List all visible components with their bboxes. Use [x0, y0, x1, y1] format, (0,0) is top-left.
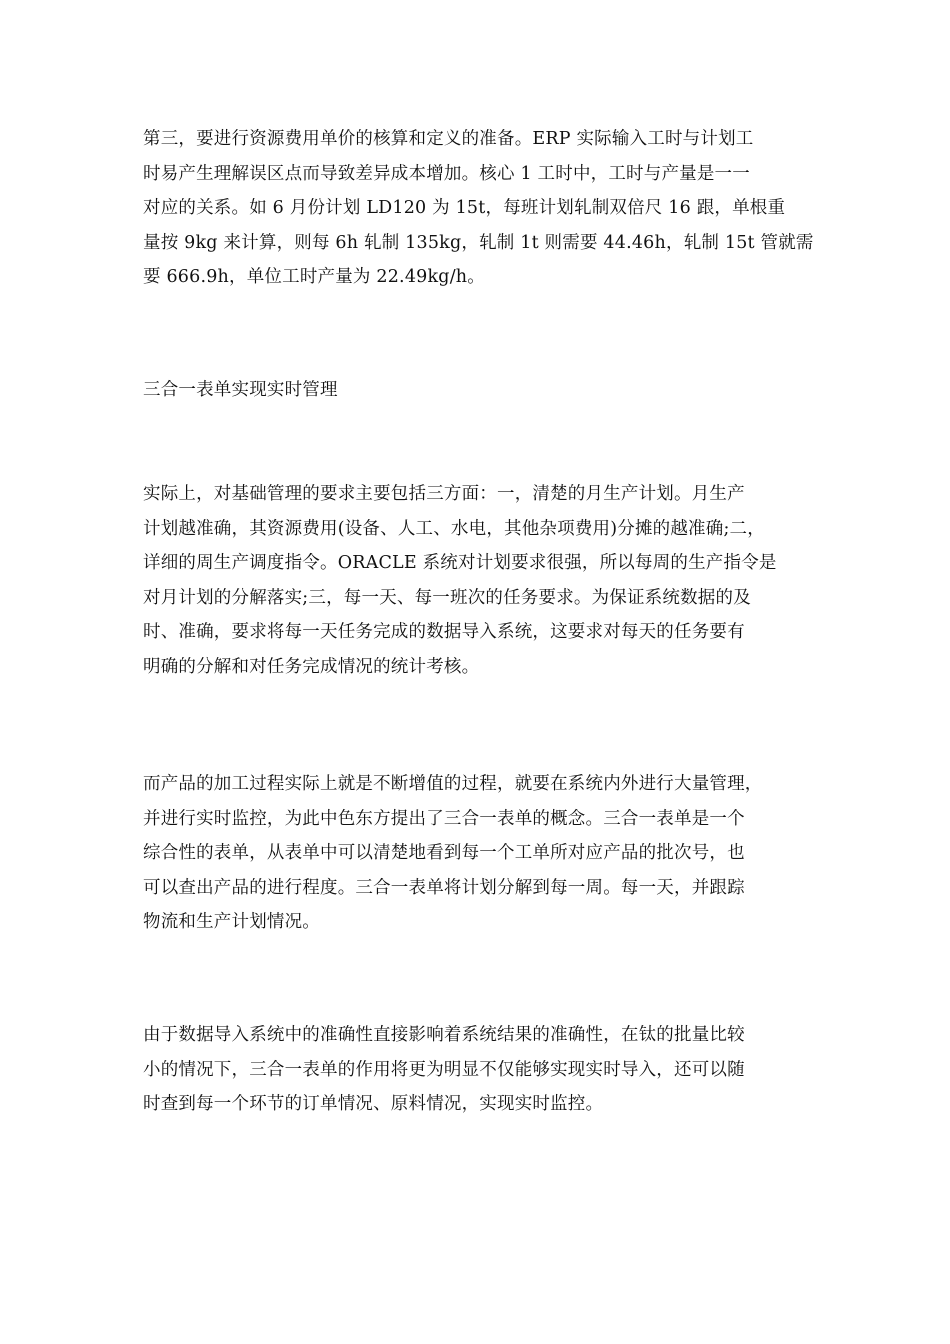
paragraph-line: 可以查出产品的进行程度。三合一表单将计划分解到每一周。每一天，并跟踪	[143, 877, 745, 898]
paragraph-line: 时查到每一个环节的订单情况、原料情况，实现实时监控。	[143, 1094, 604, 1114]
paragraph-line: 对应的关系。如 6 月份计划 LD120 为 15t，每班计划轧制双倍尺 16 跟，单根重	[143, 198, 786, 218]
paragraph-line: 小的情况下，三合一表单的作用将更为明显不仅能够实现实时导入，还可以随	[143, 1059, 745, 1080]
paragraph-line: 综合性的表单，从表单中可以清楚地看到每一个工单所对应产品的批次号，也	[143, 843, 745, 863]
paragraph-line: 时、准确，要求将每一天任务完成的数据导入系统，这要求对每天的任务要有	[143, 622, 745, 642]
paragraph-line: 对月计划的分解落实;三，每一天、每一班次的任务要求。为保证系统数据的及	[143, 587, 751, 608]
paragraph-line: 实际上，对基础管理的要求主要包括三方面：一，清楚的月生产计划。月生产	[143, 484, 745, 504]
paragraph-resource-cost	[143, 122, 823, 295]
paragraph-line: 而产品的加工过程实际上就是不断增值的过程，就要在系统内外进行大量管理，	[143, 774, 763, 794]
paragraph-line: 物流和生产计划情况。	[143, 912, 320, 932]
paragraph-basic-management	[143, 477, 823, 684]
section-heading-text: 三合一表单实现实时管理	[143, 380, 338, 400]
paragraph-data-accuracy	[143, 1018, 823, 1122]
paragraph-line: 第三，要进行资源费用单价的核算和定义的准备。ERP 实际输入工时与计划工	[143, 129, 754, 149]
paragraph-line: 明确的分解和对任务完成情况的统计考核。	[143, 656, 480, 677]
paragraph-line: 由于数据导入系统中的准确性直接影响着系统结果的准确性，在钛的批量比较	[143, 1025, 745, 1045]
section-heading	[143, 373, 823, 408]
paragraph-line: 并进行实时监控，为此中色东方提出了三合一表单的概念。三合一表单是一个	[143, 808, 745, 829]
paragraph-line: 详细的周生产调度指令。ORACLE 系统对计划要求很强，所以每周的生产指令是	[143, 553, 777, 573]
paragraph-three-in-one-form	[143, 767, 823, 940]
paragraph-line: 要 666.9h，单位工时产量为 22.49kg/h。	[143, 267, 485, 287]
paragraph-line: 计划越准确，其资源费用(设备、人工、水电，其他杂项费用)分摊的越准确;二，	[143, 518, 765, 539]
paragraph-line: 时易产生理解误区点而导致差异成本增加。核心 1 工时中，工时与产量是一一	[143, 163, 750, 184]
paragraph-line: 量按 9kg 来计算，则每 6h 轧制 135kg，轧制 1t 则需要 44.46h，轧制 15t 管就需	[143, 232, 814, 253]
